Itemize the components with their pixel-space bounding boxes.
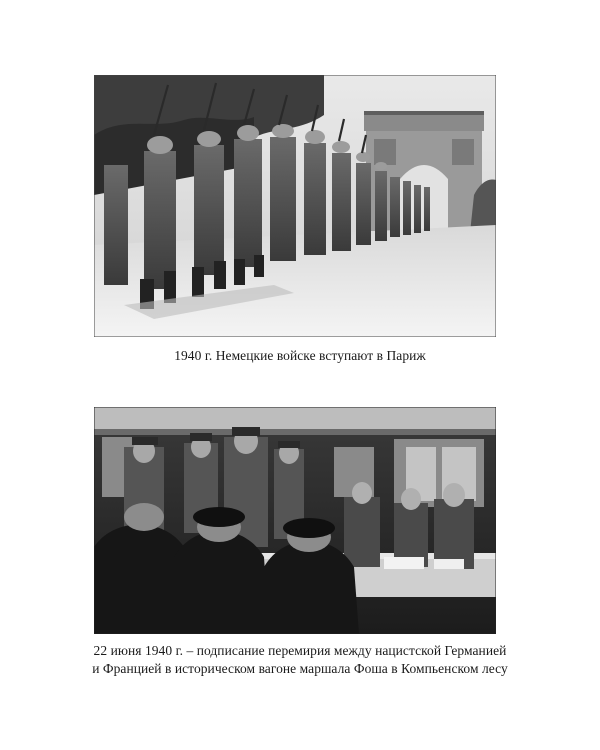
photo-soldiers-marching	[94, 75, 496, 337]
caption-line-1: 22 июня 1940 г. – подписание перемирия между нацистской Германией	[93, 643, 507, 658]
photo-armistice-signing	[94, 407, 496, 634]
caption-soldiers-marching	[60, 347, 540, 365]
caption-armistice-signing	[60, 642, 540, 678]
caption-line: 1940 г. Немецкие войске вступают в Париж	[174, 348, 426, 363]
armistice-signing-image	[94, 407, 496, 634]
caption-line-2: и Францией в историческом вагоне маршала Фоша в Компьенском лесу	[92, 661, 508, 676]
soldiers-marching-image	[94, 75, 496, 337]
